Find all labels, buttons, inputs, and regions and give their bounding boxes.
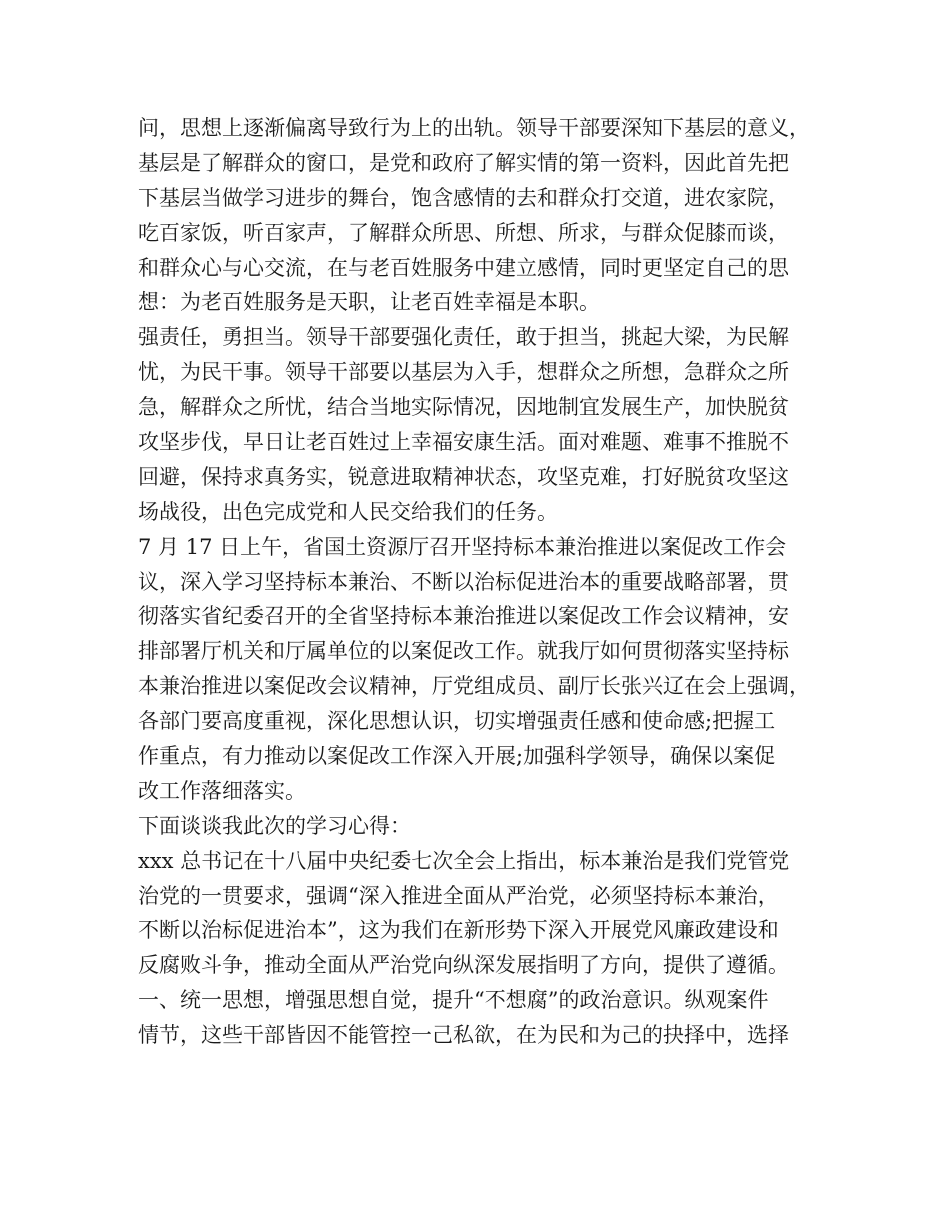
text-line: 场战役，出色完成党和人民交给我们的任务。 xyxy=(138,499,558,524)
text-line: 问，思想上逐渐偏离导致行为上的出轨。领导干部要深知下基层的意义， xyxy=(138,116,810,140)
text-line: 强责任，勇担当。领导干部要强化责任，敢于担当，挑起大梁，为民解 xyxy=(138,325,789,350)
text-line: 本兼治推进以案促改会议精神，厅党组成员、副厅长张兴辽在会上强调， xyxy=(138,674,810,699)
text-line: 彻落实省纪委召开的全省坚持标本兼治推进以案促改工作会议精神，安 xyxy=(138,604,789,629)
text-line: 排部署厅机关和厅属单位的以案促改工作。就我厅如何贯彻落实坚持标 xyxy=(138,639,789,664)
text-line: 忧，为民干事。领导干部要以基层为入手，想群众之所想，急群众之所 xyxy=(138,360,789,385)
text-line: 攻坚步伐，早日让老百姓过上幸福安康生活。面对难题、难事不推脱不 xyxy=(138,430,789,455)
text-line: 治党的一贯要求，强调“深入推进全面从严治党，必须坚持标本兼治， xyxy=(138,883,779,908)
text-line: 一、统一思想，增强思想自觉，提升“不想腐”的政治意识。纵观案件 xyxy=(138,988,769,1013)
text-line: 基层是了解群众的窗口，是党和政府了解实情的第一资料，因此首先把 xyxy=(138,150,789,175)
text-line: 下基层当做学习进步的舞台，饱含感情的去和群众打交道，进农家院， xyxy=(138,185,789,210)
text-line: 和群众心与心交流，在与老百姓服务中建立感情，同时更坚定自己的思 xyxy=(138,255,789,280)
text-line: 吃百家饭，听百家声，了解群众所思、所想、所求，与群众促膝而谈， xyxy=(138,220,789,245)
text-line: 反腐败斗争，推动全面从严治党向纵深发展指明了方向，提供了遵循。 xyxy=(138,953,789,978)
text-line: 各部门要高度重视，深化思想认识，切实增强责任感和使命感;把握工 xyxy=(138,709,776,734)
text-line: 急，解群众之所忧，结合当地实际情况，因地制宜发展生产，加快脱贫 xyxy=(138,395,789,420)
text-line: 回避，保持求真务实，锐意进取精神状态，攻坚克难，打好脱贫攻坚这 xyxy=(138,464,789,489)
text-line: 7 月 17 日上午，省国土资源厅召开坚持标本兼治推进以案促改工作会 xyxy=(138,534,787,559)
text-line: 情节，这些干部皆因不能管控一己私欲，在为民和为己的抉择中，选择 xyxy=(138,1023,789,1048)
text-line: 议，深入学习坚持标本兼治、不断以治标促进治本的重要战略部署，贯 xyxy=(138,569,789,594)
text-line: 作重点，有力推动以案促改工作深入开展;加强科学领导，确保以案促 xyxy=(138,744,776,769)
text-line: 想：为老百姓服务是天职，让老百姓幸福是本职。 xyxy=(138,290,600,315)
text-line: 下面谈谈我此次的学习心得： xyxy=(138,813,411,838)
text-line: 不断以治标促进治本”，这为我们在新形势下深入开展党风廉政建设和 xyxy=(138,918,779,943)
text-line: xxx 总书记在十八届中央纪委七次全会上指出，标本兼治是我们党管党 xyxy=(138,848,790,873)
document-body xyxy=(138,111,838,1053)
text-line: 改工作落细落实。 xyxy=(138,778,306,803)
